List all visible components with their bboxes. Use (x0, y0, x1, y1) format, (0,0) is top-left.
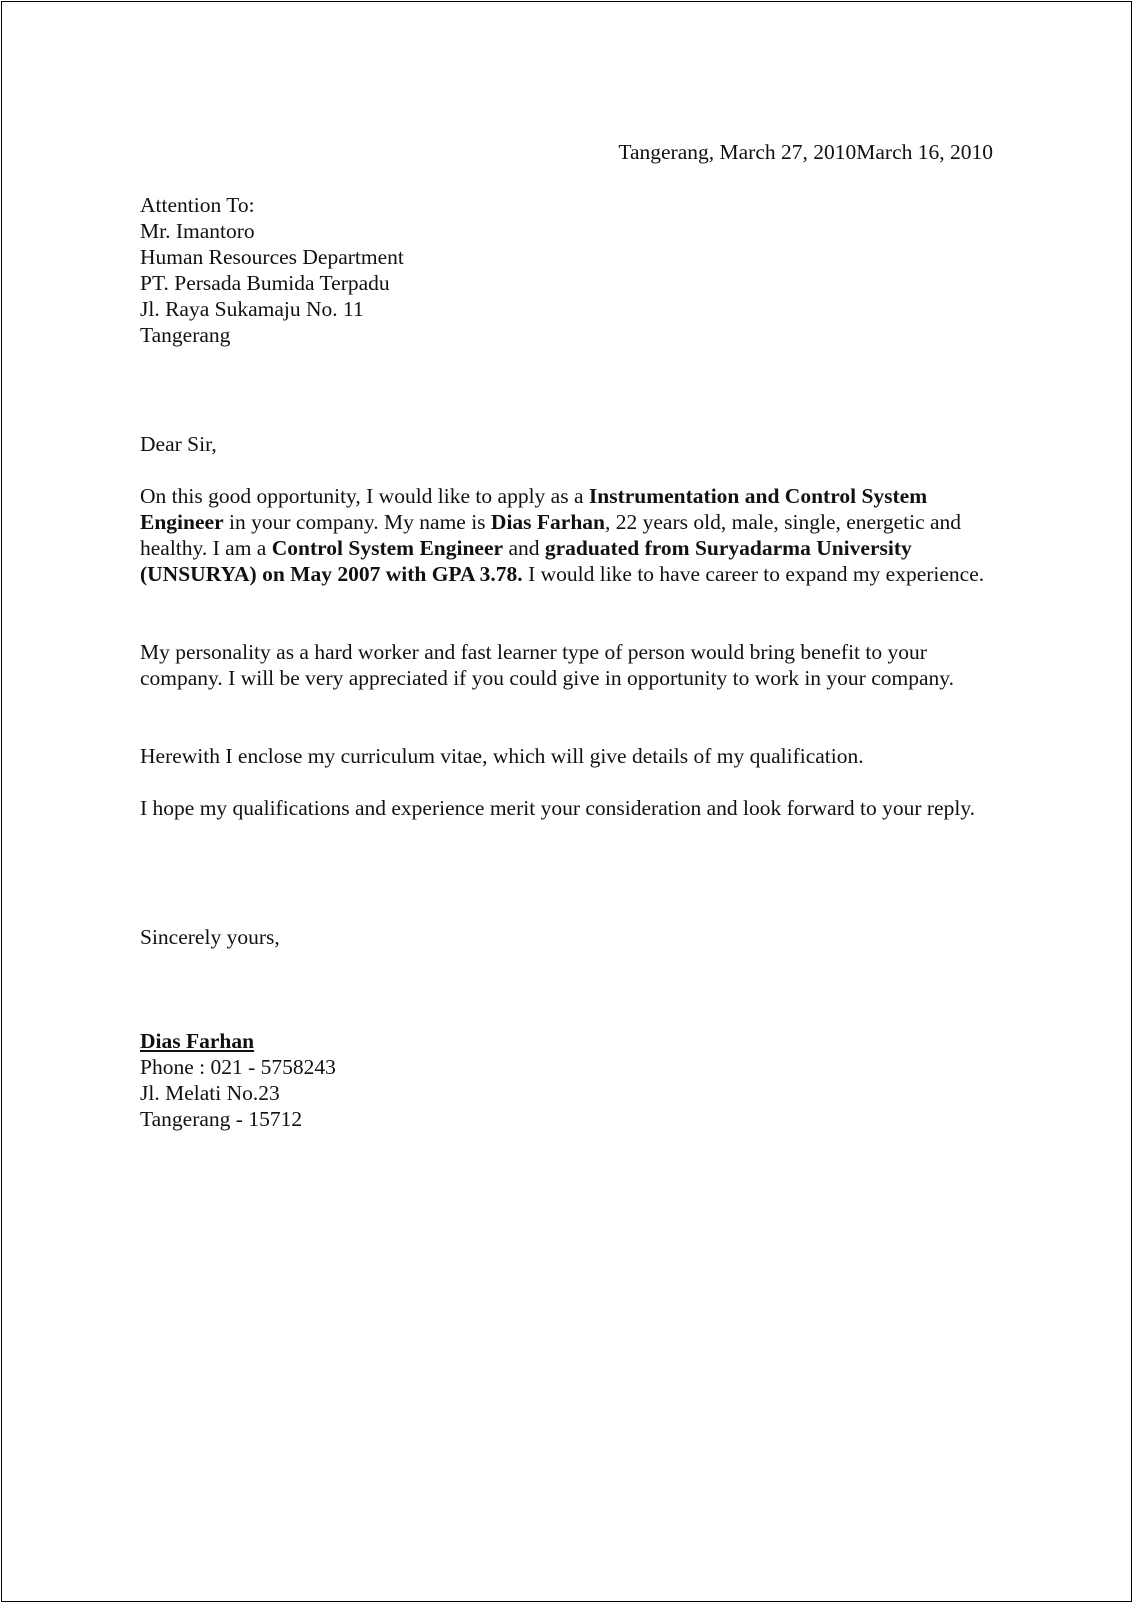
recipient-address (140, 192, 404, 348)
intro-text-2: in your company. My name is (223, 510, 491, 534)
signature-block (140, 1028, 336, 1132)
letter-page (1, 1, 1132, 1602)
paragraph-enclosure: Herewith I enclose my curriculum vitae, which will give details of my qualification. (140, 744, 864, 768)
recipient-city: Tangerang (140, 323, 231, 347)
recipient-street: Jl. Raya Sukamaju No. 11 (140, 297, 364, 321)
letter-date: Tangerang, March 27, 2010March 16, 2010 (618, 140, 993, 164)
intro-current-role: Control System Engineer (271, 536, 504, 560)
attention-line: Attention To: (140, 193, 255, 217)
intro-text-1: On this good opportunity, I would like to apply as a (140, 484, 589, 508)
paragraph-introduction (140, 483, 1000, 587)
signature-name: Dias Farhan (140, 1029, 255, 1053)
intro-text-5: I would like to have career to expand my experience. (522, 562, 985, 586)
intro-text-4: and (503, 536, 545, 560)
intro-position: Instrumentation and Control System Engineer (140, 484, 928, 534)
closing: Sincerely yours, (140, 925, 280, 949)
salutation: Dear Sir, (140, 432, 217, 456)
intro-text-3: , 22 years old, male, single, energetic and healthy. I am a (140, 510, 962, 560)
recipient-company: PT. Persada Bumida Terpadu (140, 271, 390, 295)
recipient-name: Mr. Imantoro (140, 219, 255, 243)
signature-phone: Phone : 021 - 5758243 (140, 1055, 336, 1079)
signature-city: Tangerang - 15712 (140, 1107, 303, 1131)
paragraph-personality: My personality as a hard worker and fast learner type of person would bring benefit to your company. I will be very appreciated if you could give in opportunity to work in your company. (140, 640, 955, 690)
intro-applicant-name: Dias Farhan (490, 510, 606, 534)
signature-street: Jl. Melati No.23 (140, 1081, 280, 1105)
recipient-department: Human Resources Department (140, 245, 404, 269)
intro-education: graduated from Suryadarma University (UNSURYA) on May 2007 with GPA 3.78. (140, 536, 912, 586)
paragraph-closing-remark: I hope my qualifications and experience merit your consideration and look forward to your reply. (140, 796, 976, 820)
